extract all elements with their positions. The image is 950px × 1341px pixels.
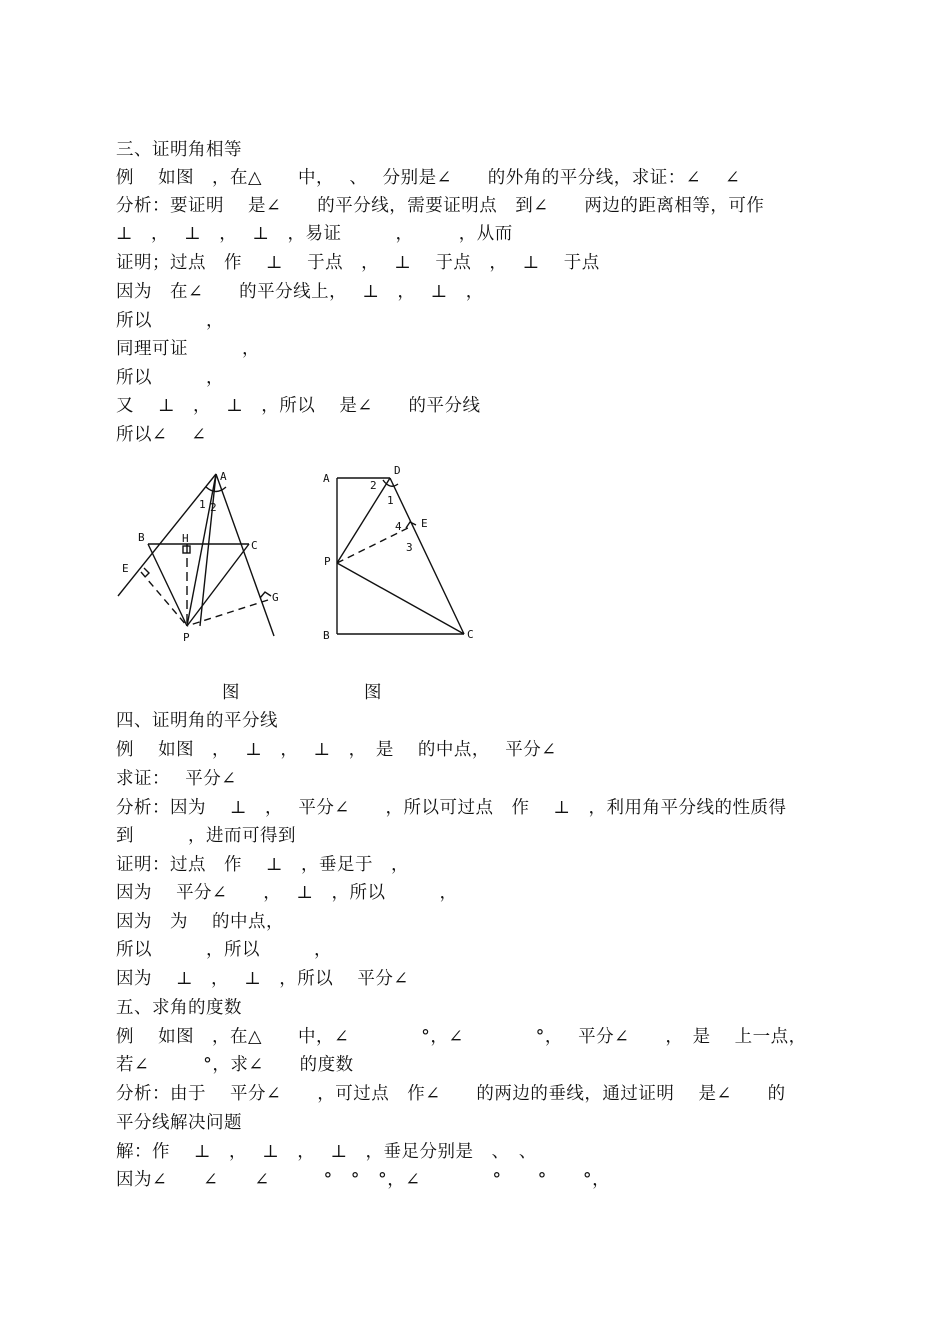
text-line: 又 ⊥ ， ⊥ ，所以 是∠ 的平分线	[116, 396, 481, 416]
fig1-label-b: B	[138, 531, 145, 544]
fig2-label-a: A	[323, 472, 330, 485]
fig2-label-1: 1	[387, 494, 394, 507]
figure-2	[337, 478, 464, 634]
text-line: 例 如图 ，在△ 中， 、 分别是∠ 的外角的平分线，求证：∠ ∠	[116, 168, 741, 188]
fig1-line-cp	[187, 544, 249, 626]
fig1-label-c: C	[251, 539, 258, 552]
text-line: 所以 ，所以 ，	[116, 940, 332, 960]
text-line: 例 如图 ， ⊥ ， ⊥ ， 是 的中点， 平分∠	[116, 740, 557, 760]
fig2-label-b: B	[323, 629, 330, 642]
fig1-line-ae	[118, 474, 216, 596]
text-line: 求证： 平分∠	[116, 769, 237, 789]
text-line: 到 ，进而可得到	[116, 826, 296, 846]
fig2-label-p: P	[324, 555, 331, 568]
text-line: 因为 在∠ 的平分线上， ⊥ ， ⊥ ，	[116, 282, 484, 302]
figure-1	[118, 474, 274, 636]
text-line: 因为∠ ∠ ∠ ° ° °，∠ ° ° °，	[116, 1170, 611, 1190]
fig1-label-g: G	[272, 591, 279, 604]
text-line: 所以 ，	[116, 368, 224, 388]
fig2-label-3: 3	[406, 541, 413, 554]
fig1-line-a-p2	[200, 474, 216, 626]
fig1-label-e: E	[122, 562, 129, 575]
text-line: 因为 平分∠ ， ⊥ ，所以 ，	[116, 883, 458, 903]
fig1-angle-arc	[206, 487, 226, 492]
text-line: 分析：因为 ⊥ ， 平分∠ ，所以可过点 作 ⊥ ，利用角平分线的性质得	[116, 798, 787, 818]
text-line: 五、求角的度数	[116, 998, 242, 1018]
text-line: 因为 为 的中点，	[116, 912, 285, 932]
text-line: 所以 ，	[116, 311, 224, 331]
text-line: 分析：要证明 是∠ 的平分线，需要证明点 到∠ 两边的距离相等，可作	[116, 196, 765, 216]
fig2-label-e: E	[421, 517, 428, 530]
geometry-figures	[110, 460, 510, 650]
fig1-label-p: P	[183, 631, 190, 644]
fig1-line-bp	[148, 544, 187, 626]
fig2-label-c: C	[467, 628, 474, 641]
figure-2-labels	[323, 464, 474, 642]
text-line: 三、证明角相等	[116, 140, 242, 160]
text-line: ⊥ ， ⊥ ， ⊥ ，易证 ， ，从而	[116, 224, 513, 244]
text-line: 所以∠ ∠	[116, 425, 207, 445]
text-line: 证明：过点 作 ⊥ ，垂足于 ，	[116, 855, 410, 875]
figure-1-caption: 图	[222, 683, 240, 703]
text-line: 分析：由于 平分∠ ，可过点 作∠ 的两边的垂线，通过证明 是∠ 的	[116, 1084, 786, 1104]
fig1-line-ap	[187, 474, 216, 626]
fig1-dash-pe	[141, 572, 187, 626]
text-line: 例 如图 ，在△ 中，∠ °，∠ °， 平分∠ ， 是 上一点，	[116, 1027, 807, 1047]
fig1-label-2: 2	[210, 501, 217, 514]
fig1-label-a: A	[220, 470, 227, 483]
text-line: 同理可证 ，	[116, 339, 260, 359]
text-line: 因为 ⊥ ， ⊥ ，所以 平分∠	[116, 969, 409, 989]
fig2-label-4: 4	[395, 520, 402, 533]
text-line: 平分线解决问题	[116, 1113, 242, 1133]
fig1-right-angle-g	[260, 592, 271, 598]
fig2-right-angle-e	[406, 522, 416, 528]
fig2-line-dc	[390, 478, 464, 634]
fig2-line-pc	[337, 563, 464, 634]
text-line: 若∠ °，求∠ 的度数	[116, 1055, 354, 1075]
figure-2-caption: 图	[364, 683, 382, 703]
text-line: 解：作 ⊥ ， ⊥ ， ⊥ ，垂足分别是 、 、	[116, 1142, 537, 1162]
fig2-label-d: D	[394, 464, 401, 477]
figures-area	[110, 460, 510, 650]
fig1-label-1: 1	[199, 498, 206, 511]
fig1-line-ag	[216, 474, 274, 636]
fig1-dash-pg	[187, 600, 268, 626]
fig2-label-2: 2	[370, 479, 377, 492]
text-line: 证明；过点 作 ⊥ 于点 ， ⊥ 于点 ， ⊥ 于点	[116, 253, 600, 273]
text-line: 四、证明角的平分线	[116, 711, 278, 731]
fig1-label-h: H	[182, 532, 189, 545]
